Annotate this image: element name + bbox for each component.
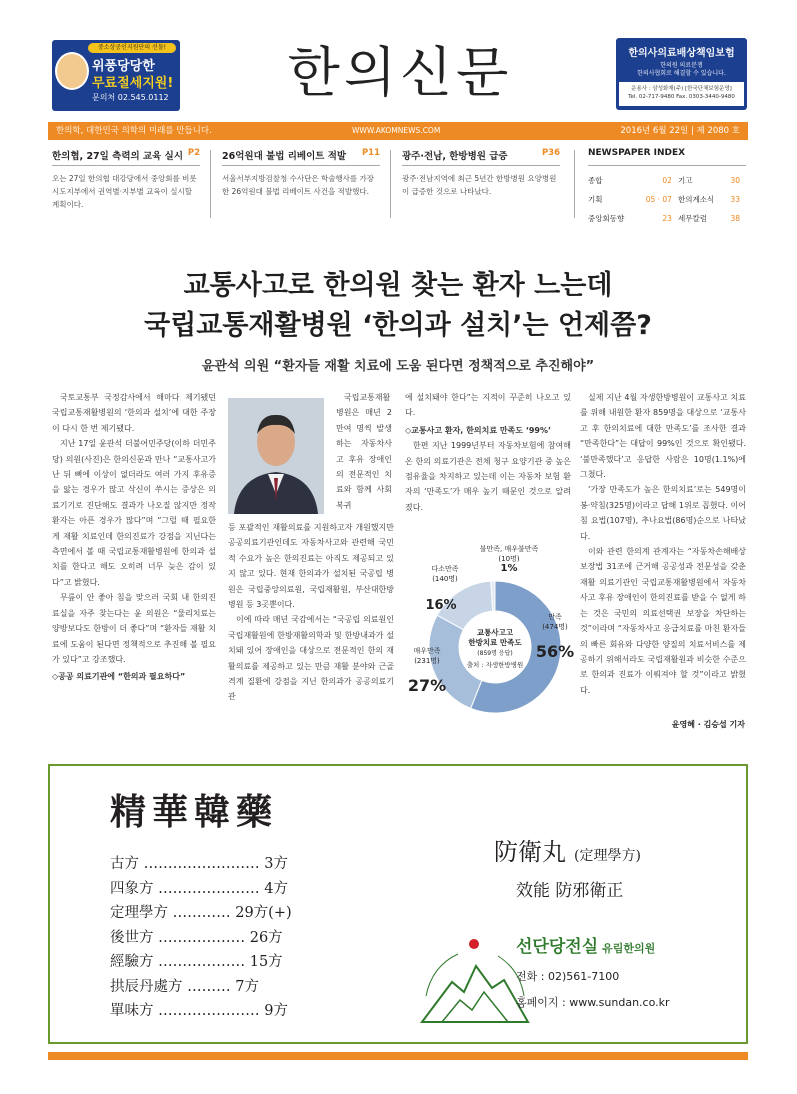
chart-subtitle: (859명 응답)	[477, 650, 513, 657]
clinic-phone[interactable]: 전화 : 02)561-7100	[516, 970, 620, 983]
product-effect: 效能 防邪衛正	[516, 881, 624, 901]
paragraph: 국토교통부 국정감사에서 해마다 제기됐던 국립교통재활병원의 ‘한의과 설치’에 대한 주장이 다시 한 번 제기됐다.	[52, 393, 216, 433]
index-row	[588, 171, 746, 190]
index-section[interactable]: 기고	[677, 176, 693, 185]
index-title: NEWSPAPER INDEX	[588, 148, 746, 166]
teaser-title: 한의협, 27일 측력의 교육 실시	[52, 151, 184, 162]
chart-title: 교통사고고	[476, 628, 514, 637]
paragraph: 지난 17일 윤관석 더불어민주당(이하 더민주당) 의원(사진)은 한의신문과 만나 “교통사고가 난 뒤 뼈에 이상이 없더라도 여러 가지 후유증을 앓는 경우가 많고 삭신이 쑤시는 증상은 의료기기로 진단해도 결과가 나오질 않지만 정작 환자는 아픈 경우가 많다”며 “그럴 때 필요한 게 재활 치료인데 한의진료가 강점을 지닌다는 측면에서 볼 때 국립교통재활병원에 한의과 설치를 한다고 해도 오히려 너무 늦은 감이 있다”고 밝혔다.	[52, 439, 216, 587]
section-heading: ◇공공 의료기관에 “한의과 필요하다”	[52, 672, 186, 682]
ad-insurance-box1: 운용사 : 삼성화재(주) [한국단체보험운영]	[631, 86, 732, 92]
divider	[574, 150, 575, 218]
teaser-2[interactable]	[222, 148, 380, 220]
clinic-name: 선단당전실 유림한의원	[516, 937, 656, 957]
teaser-title: 26억원대 불법 리베이트 적발	[222, 151, 347, 162]
footer-bar	[48, 1052, 748, 1060]
slice-count: (140명)	[432, 575, 458, 583]
divider	[390, 150, 391, 218]
mascot-icon	[55, 52, 89, 90]
prescription-list	[110, 852, 292, 1024]
newspaper-logo[interactable]: 한의신문	[287, 41, 513, 104]
ad-title: 精華韓藥	[110, 791, 279, 833]
prescription-item: 四象方 ………………… 4方	[110, 880, 288, 897]
ad-line2: 무료절세지원!	[92, 76, 174, 91]
ad-tag: 중소상공인지원단의 선물!	[88, 43, 176, 53]
newspaper-index	[588, 148, 746, 228]
slice-label: 매우만족	[413, 647, 441, 655]
slice-percent: 56%	[535, 642, 575, 661]
clinic-sub: 유림한의원	[602, 942, 656, 955]
product-sub: (定理學方)	[574, 848, 641, 864]
clinic-homepage[interactable]: 홈페이지 : www.sundan.co.kr	[516, 996, 670, 1009]
slice-label: 불만족, 매우불만족	[479, 545, 539, 553]
portrait-image	[228, 398, 324, 514]
paragraph: 한편 지난 1999년부터 자동차보험에 참여해 온 한의 의료기관은 전체 청구 요양기관 중 높은 점유율을 차지하고 있는데 이는 자동차 보험 환자의 ‘만족도’가 매우 높기 때문인 것으로 알려졌다.	[405, 441, 571, 512]
chart-title: 한방치료 만족도	[468, 638, 522, 647]
ad-insurance[interactable]	[616, 38, 747, 110]
herbal-medicine-ad[interactable]	[48, 764, 748, 1044]
header-bar	[48, 122, 748, 140]
ad-line1: 위풍당당한	[92, 59, 155, 74]
prescription-item: 單味方 ………………… 9方	[110, 1003, 288, 1019]
byline: 윤영혜 · 김승섭 기자	[671, 720, 745, 729]
paragraph: 에 설치돼야 한다”는 지적이 꾸준히 나오고 있다.	[405, 393, 571, 418]
slice-label: 다소만족	[431, 565, 459, 573]
ad-insurance-sub2: 한의사협회로 해결할 수 있습니다.	[637, 70, 726, 77]
article-column-4	[580, 390, 746, 716]
teaser-title: 광주·전남, 한방병원 급증	[402, 151, 508, 162]
subheadline: 윤관석 의원 “환자들 재활 치료에 도움 된다면 정책적으로 추진해야”	[201, 359, 595, 374]
ad-phone: 문의처 02.545.0112	[92, 93, 169, 102]
teaser-text: 광주·전남지역에 최근 5년간 한방병원 요양병원이 급증한 것으로 나타났다.	[402, 174, 557, 196]
author-photo	[228, 398, 324, 514]
article-column-3	[405, 390, 571, 540]
paragraph: 이와 관련 한의계 관계자는 “자동차손해배상보장법 31조에 근거해 공공성과 전문성을 갖춘 재활 의료기관인 국립교통재활병원에서 자동차사고 후유 장애인이 한의진료를 받을 수 없게 하는 것은 국민의 의료선택권 보장을 차단하는 것”이라며 “자동차사고 응급치료를 마친 환자들의 빠른 회유와 다양한 양질의 치료서비스를 제공하기 위해서라도 국립재활원과 비슷한 수준으로 한의과 진료가 이뤄져야 할 것”이라고 밝혔다.	[580, 547, 746, 695]
index-page: 30	[730, 176, 740, 185]
teaser-1[interactable]	[52, 148, 200, 220]
site-url[interactable]: WWW.AKOMNEWS.COM	[352, 126, 441, 135]
teaser-text: 오는 27일 한의협 대강당에서 중앙회를 비롯 시도지부에서 권역별·지부별 교육이 실시할 계획이다.	[52, 174, 197, 209]
satisfaction-donut-chart	[405, 545, 585, 717]
index-page: 38	[730, 214, 740, 223]
index-row	[588, 209, 746, 228]
ad-insurance-sub1: 한의원 의료분쟁	[660, 62, 703, 69]
paragraph: ‘가장 만족도가 높은 한의치료’로는 549명이 봉·약침(325명)이라고 답해 1위로 꼽혔다. 이어 침 요법(107명), 추나요법(86명)순으로 나타났다.	[580, 485, 746, 541]
ad-insurance-title: 한의사의료배상책임보험	[628, 48, 735, 59]
teaser-3[interactable]	[402, 148, 560, 220]
slogan: 한의학, 대한민국 의학의 미래를 만듭니다.	[56, 126, 212, 136]
donut-svg	[405, 545, 585, 717]
index-section[interactable]: 한의계소식	[677, 195, 715, 204]
index-page: 23	[662, 214, 672, 223]
index-section[interactable]: 기획	[588, 195, 603, 204]
paragraph: 무릎이 안 좋아 침을 맞으러 국회 내 한의진료실을 자주 찾는다는 윤 의원은 “물리치료는 양방보다도 한방이 더 좋다”며 “환자들 재활 치료에 도움이 된다면 정책적으로 추진해 볼 필요가 있다”고 강조했다.	[52, 593, 216, 664]
prescription-item: 經驗方 ……………… 15方	[110, 954, 283, 970]
teaser-page: P11	[361, 148, 380, 158]
slice-percent: 1%	[500, 563, 518, 574]
index-row	[588, 190, 746, 209]
slice-count: (231명)	[414, 657, 440, 665]
teaser-text: 서울서부지방검찰청 수사단은 학술행사를 가장한 26억원대 불법 리베이트 사건을 적발했다.	[222, 174, 375, 196]
mountain-logo-icon	[412, 926, 532, 1036]
issue-info: 2016년 6월 22일 | 제 2080 호	[620, 126, 740, 136]
ad-insurance-box2: Tel. 02-717-9480 Fax. 0303-3440-9480	[628, 94, 735, 100]
index-section[interactable]: 중앙회동향	[588, 214, 625, 223]
index-section[interactable]: 종합	[588, 176, 603, 185]
slice-percent: 27%	[407, 676, 447, 695]
prescription-item: 後世方 ……………… 26方	[110, 929, 283, 946]
article-column-2-top	[336, 390, 392, 517]
index-page: 05 · 07	[645, 195, 672, 204]
divider	[210, 150, 211, 218]
index-section[interactable]: 세무칼럼	[677, 214, 707, 223]
paragraph: 국립교통재활병원은 매년 2만여 명씩 발생하는 자동차사고 후유 장애인의 전문적인 치료와 함께 사회복귀	[336, 393, 392, 510]
article-column-1	[52, 390, 216, 720]
teaser-page: P2	[187, 148, 200, 158]
prescription-item: 定理學方 ………… 29方(+)	[110, 905, 292, 921]
article-column-2	[228, 520, 394, 730]
paragraph: 등 포괄적인 재활의료를 지원하고자 개원했지만 공공의료기관인데도 자동차사고와 관련해 국민적 수요가 높은 한의진료는 아직도 제공되고 있지 않고 있다. 현재 한의과가 설치된 국공립 병원은 국립중앙의료원, 국립재활원, 부산대한방병원 등 3곳뿐이다.	[228, 523, 394, 610]
index-page: 02	[662, 176, 672, 185]
paragraph: 이에 따라 매년 국감에서는 “국공립 의료원인 국립재활원에 한방재활의학과 및 한방내과가 설치돼 있어 장애인을 대상으로 전문적인 한의 재활의료를 제공하고 있는 만큼 재활 분야와 근골격계 질환에 강점을 지닌 한의과가 공공의료기관	[228, 615, 394, 702]
index-page: 33	[730, 195, 740, 204]
headline-line2: 국립교통재활병원 ‘한의과 설치’는 언제쯤?	[144, 310, 652, 341]
slice-label: 만족	[548, 613, 562, 621]
headline-line1: 교통사고로 한의원 찾는 환자 느는데	[183, 270, 613, 301]
prescription-item: 古方 …………………… 3方	[110, 856, 288, 872]
chart-source: 출처 : 자생한방병원	[466, 661, 524, 669]
ad-tax-support[interactable]	[52, 40, 180, 111]
paragraph: 실제 지난 4월 자생한방병원이 교통사고 치료를 위해 내원한 환자 859명을 대상으로 ‘교통사고 후 한의치료에 대한 만족도’를 조사한 결과 “만족한다”는 대답이 99%인 것으로 확인됐다. ‘불만족했다’고 응답한 사람은 10명(1.1%)에 그쳤다.	[580, 393, 746, 480]
product-name: 防衛丸 (定理學方)	[494, 838, 641, 866]
teaser-page: P36	[541, 148, 560, 158]
slice-count: (10명)	[498, 555, 520, 563]
slice-count: (474명)	[542, 623, 568, 631]
section-heading: ◇교통사고 환자, 한의치료 만족도 ‘99%’	[405, 425, 552, 435]
prescription-item: 拱辰丹處方 ……… 7方	[110, 978, 259, 995]
ad-insurance-box	[619, 82, 744, 106]
slice-percent: 16%	[425, 598, 457, 613]
